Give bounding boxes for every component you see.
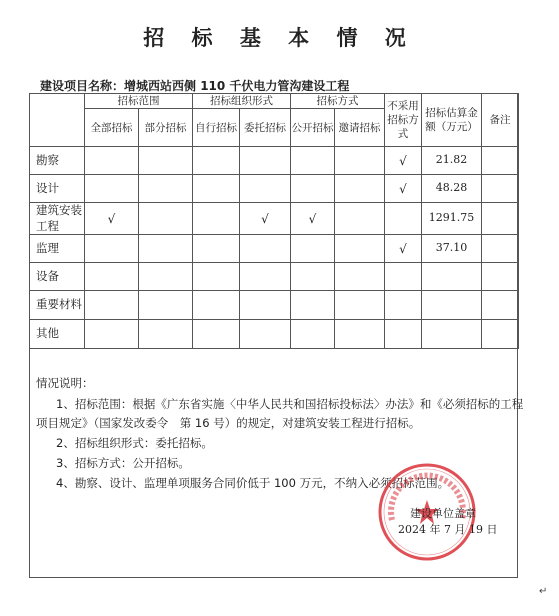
cell-self (193, 203, 240, 235)
cell-full: √ (85, 203, 139, 235)
cell-remarks (482, 235, 519, 263)
cell-entrusted (240, 175, 291, 203)
cell-open: √ (291, 203, 335, 235)
cell-self (193, 147, 240, 175)
cell-open (291, 235, 335, 263)
cell-self (193, 291, 240, 320)
header-blank (30, 94, 85, 147)
header-estimate: 招标估算金额（万元） (422, 94, 482, 147)
cell-open (291, 175, 335, 203)
cell-invited (335, 175, 385, 203)
project-name (40, 77, 349, 94)
cell-amount (422, 320, 482, 349)
cell-amount (422, 291, 482, 320)
cell-amount: 37.10 (422, 235, 482, 263)
cell-entrusted (240, 291, 291, 320)
table-row (30, 291, 519, 320)
header-organization: 招标组织形式 (193, 94, 291, 109)
cell-partial (139, 147, 193, 175)
cell-remarks (482, 320, 519, 349)
cell-invited (335, 235, 385, 263)
cell-partial (139, 263, 193, 291)
cell-not-adopted (385, 203, 422, 235)
cell-partial (139, 175, 193, 203)
cell-remarks (482, 291, 519, 320)
subheader-partial: 部分招标 (139, 109, 193, 147)
cell-partial (139, 291, 193, 320)
cell-open (291, 147, 335, 175)
cell-not-adopted: √ (385, 175, 422, 203)
note-line: 4、勘察、设计、监理单项服务合同价低于 100 万元，不纳入必须招标范围。 (56, 476, 450, 490)
row-label: 设计 (30, 175, 85, 203)
note-line: 项目规定》（国家发改委令 第 16 号）的规定，对建筑安装工程进行招标。 (36, 416, 421, 430)
cell-remarks (482, 203, 519, 235)
cell-entrusted (240, 235, 291, 263)
cell-amount: 1291.75 (422, 203, 482, 235)
cell-full (85, 263, 139, 291)
subheader-invited: 邀请招标 (335, 109, 385, 147)
note-line: 1、招标范围：根据《广东省实施〈中华人民共和国招标投标法〉办法》和《必须招标的工程 (56, 397, 524, 411)
row-label: 监理 (30, 235, 85, 263)
header-method: 招标方式 (291, 94, 385, 109)
cell-amount: 48.28 (422, 175, 482, 203)
cell-full (85, 291, 139, 320)
cell-not-adopted (385, 291, 422, 320)
notes-title: 情况说明： (36, 376, 94, 390)
note-line: 3、招标方式：公开招标。 (56, 456, 190, 470)
table-row (30, 175, 519, 203)
row-label: 勘察 (30, 147, 85, 175)
cell-full (85, 320, 139, 349)
cell-open (291, 320, 335, 349)
cell-full (85, 175, 139, 203)
header-not-adopted: 不采用招标方式 (385, 94, 422, 147)
table-row (30, 235, 519, 263)
header-remarks: 备注 (482, 94, 519, 147)
cell-entrusted: √ (240, 203, 291, 235)
table-row (30, 203, 519, 235)
signature-label: 建设单位盖章 (410, 507, 476, 520)
cell-amount (422, 263, 482, 291)
cell-invited (335, 147, 385, 175)
cell-open (291, 291, 335, 320)
cell-self (193, 235, 240, 263)
cell-invited (335, 320, 385, 349)
row-label: 建筑安装工程 (30, 203, 85, 235)
signature-date: 2024 年 7 月 19 日 (398, 523, 498, 536)
cell-not-adopted: √ (385, 235, 422, 263)
subheader-full: 全部招标 (85, 109, 139, 147)
cell-self (193, 320, 240, 349)
subheader-entrusted: 委托招标 (240, 109, 291, 147)
cell-self (193, 175, 240, 203)
cell-entrusted (240, 320, 291, 349)
note-line: 2、招标组织形式：委托招标。 (56, 436, 213, 450)
cell-entrusted (240, 147, 291, 175)
cell-not-adopted (385, 320, 422, 349)
cell-invited (335, 291, 385, 320)
cell-remarks (482, 263, 519, 291)
row-label: 设备 (30, 263, 85, 291)
cell-remarks (482, 147, 519, 175)
subheader-self: 自行招标 (193, 109, 240, 147)
cell-partial (139, 320, 193, 349)
cell-not-adopted (385, 263, 422, 291)
project-name-value: 增城西站西侧 110 千伏电力管沟建设工程 (124, 79, 350, 93)
cell-amount: 21.82 (422, 147, 482, 175)
page-title: 招 标 基 本 情 况 (143, 25, 416, 50)
row-label: 重要材料 (30, 291, 85, 320)
row-label: 其他 (30, 320, 85, 349)
cell-full (85, 235, 139, 263)
cell-partial (139, 235, 193, 263)
cell-entrusted (240, 263, 291, 291)
cell-invited (335, 263, 385, 291)
cell-invited (335, 203, 385, 235)
table-row (30, 263, 519, 291)
cell-self (193, 263, 240, 291)
header-scope: 招标范围 (85, 94, 193, 109)
cell-not-adopted: √ (385, 147, 422, 175)
cell-full (85, 147, 139, 175)
table-row (30, 320, 519, 349)
tender-table (29, 93, 519, 349)
table-row (30, 147, 519, 175)
return-mark: ↵ (539, 586, 548, 597)
cell-open (291, 263, 335, 291)
subheader-open: 公开招标 (291, 109, 335, 147)
cell-remarks (482, 175, 519, 203)
project-name-label: 建设项目名称： (40, 79, 125, 93)
cell-partial (139, 203, 193, 235)
